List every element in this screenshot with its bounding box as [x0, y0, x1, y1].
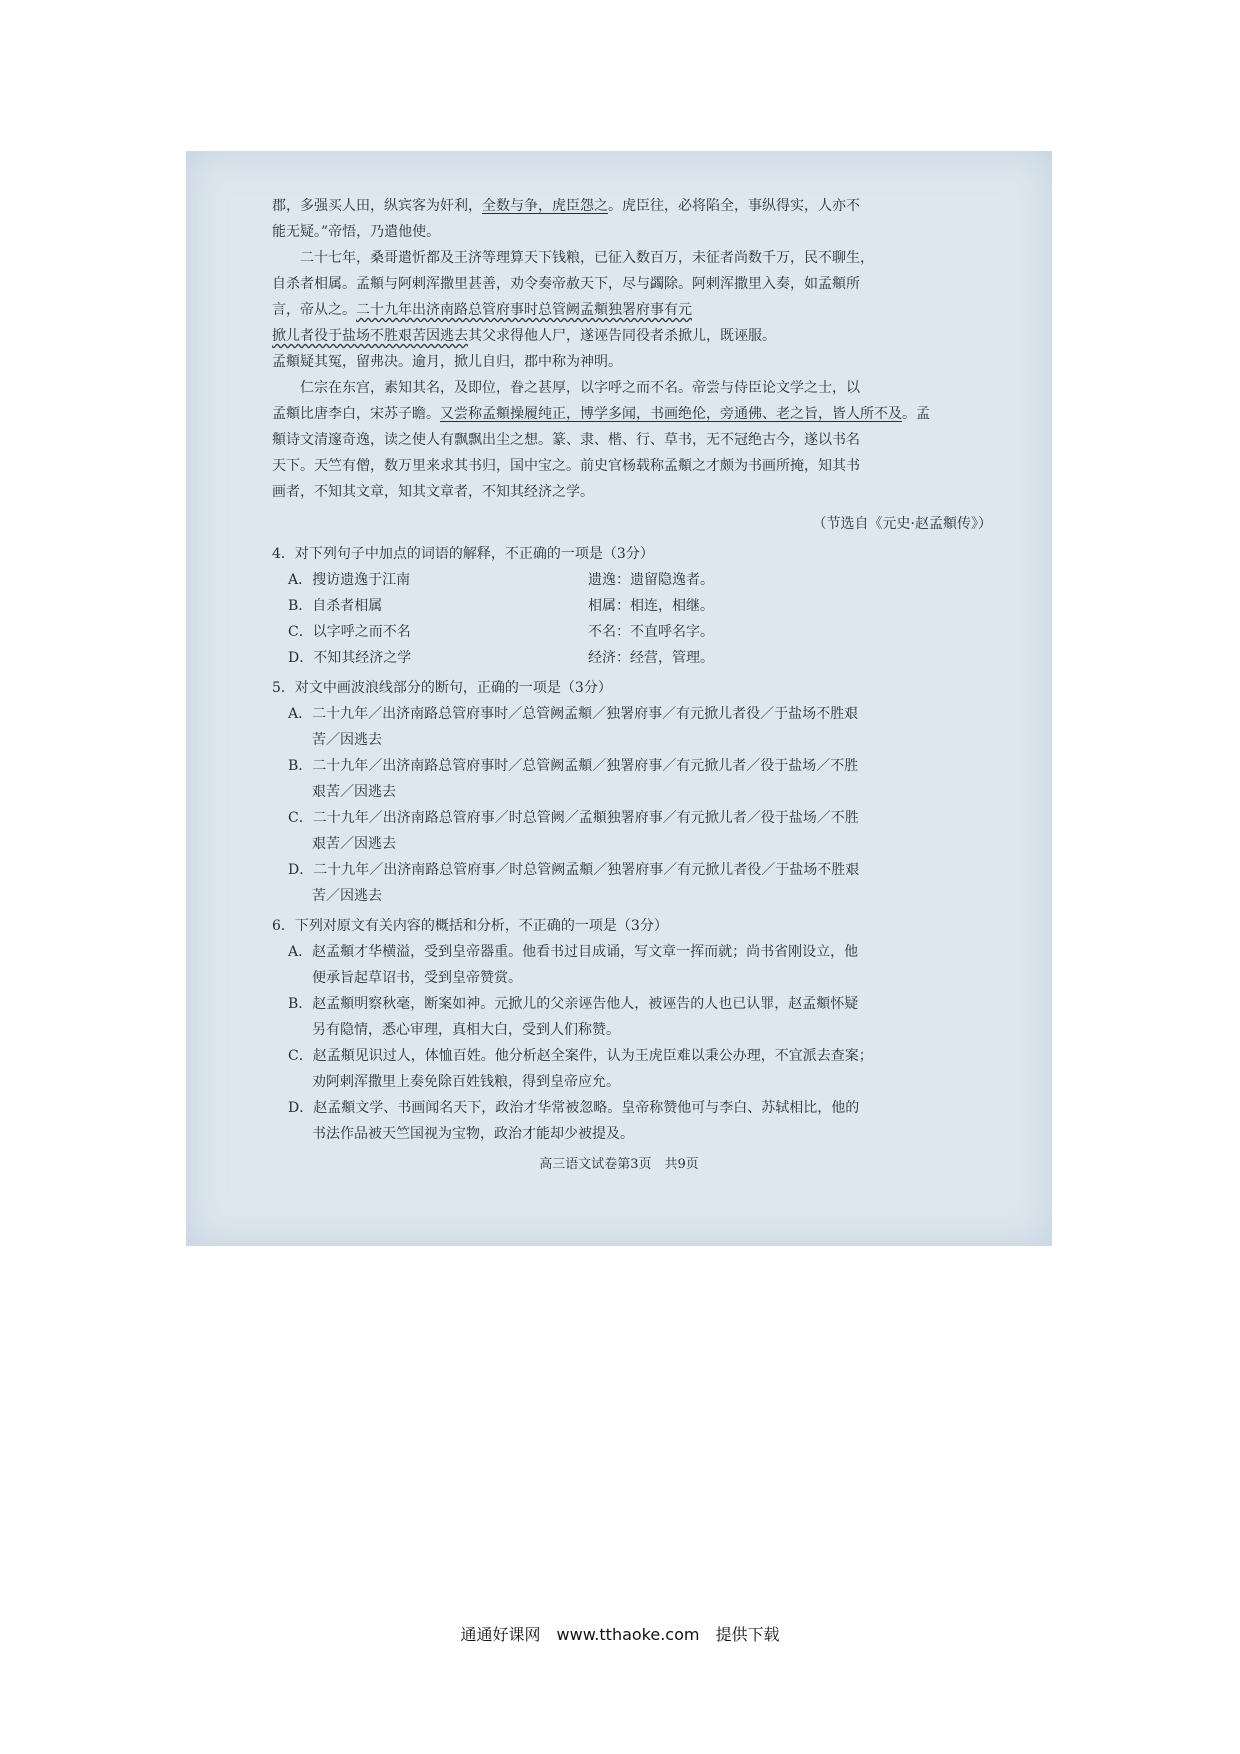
passage-line: 孟頫疑其冤，留弗决。逾月，掀儿自归，郡中称为神明。 [272, 354, 622, 370]
option-c [288, 619, 992, 645]
option-explanation: 经济：经营，管理。 [588, 650, 714, 666]
passage-line: 二十七年，桑哥遣忻都及王济等理算天下钱粮，已征入数百万，未征者尚数千万，民不聊生， [300, 250, 874, 266]
passage-line: 画者，不知其文章，知其文章者，不知其经济之学。 [272, 484, 594, 500]
passage-line: 自杀者相属。孟頫与阿剌浑撒里甚善，劝令奏帝赦天下，尽与蠲除。阿剌浑撒里入奏，如孟頫所 [272, 276, 860, 292]
text-run: 郡，多强买人田，纵宾客为奸利， [272, 198, 482, 214]
option-c-cont: 劝阿剌浑撒里上奏免除百姓钱粮，得到皇帝应允。 [312, 1074, 620, 1090]
option-a [288, 567, 992, 593]
text-run: 言，帝从之。 [272, 302, 356, 318]
passage-line [272, 297, 992, 323]
scanned-page [186, 151, 1052, 1246]
underlined-text: 全数与争，虎臣怨之 [482, 198, 608, 214]
passage-line: 頫诗文清邃奇逸，读之使人有飘飘出尘之想。篆、隶、楷、行、草书，无不冠绝古今，遂以书名 [272, 432, 860, 448]
option-c-cont: 艰苦／因逃去 [312, 836, 396, 852]
option-c: C．赵孟頫见识过人，体恤百姓。他分析赵全案件，认为王虎臣难以秉公办理，不宜派去查案； [288, 1048, 873, 1064]
option-b-cont: 艰苦／因逃去 [312, 784, 396, 800]
text-run: 。孟 [902, 406, 930, 422]
text-run: 其父求得他人尸，遂诬告同役者杀掀儿，既诬服。 [468, 328, 776, 344]
option-a: A．二十九年／出济南路总管府事时／总管阙孟頫／独署府事／有元掀儿者役／于盐场不胜艰 [288, 706, 859, 722]
option-d [288, 645, 992, 671]
option-b-cont: 另有隐情，悉心审理，真相大白，受到人们称赞。 [312, 1022, 620, 1038]
page-footer: 高三语文试卷第3页 共9页 [539, 1157, 699, 1172]
text-run: 。虎臣往，必将陷全，事纵得实，人亦不 [608, 198, 860, 214]
underlined-text: 又尝称孟頫操履纯正，博学多闻，书画绝伦，旁通佛、老之旨，皆人所不及 [440, 406, 902, 422]
passage-line: 仁宗在东宫，素知其名，及即位，眷之甚厚，以字呼之而不名。帝尝与侍臣论文学之士，以 [300, 380, 860, 396]
passage-line [272, 323, 992, 349]
option-text: C．以字呼之而不名 [288, 624, 411, 640]
option-a-cont: 苦／因逃去 [312, 732, 382, 748]
question-5 [272, 675, 992, 909]
option-c: C．二十九年／出济南路总管府事／时总管阙／孟頫独署府事／有元掀儿者／役于盐场／不胜 [288, 810, 859, 826]
text-run: 孟頫比唐李白，宋苏子瞻。 [272, 406, 440, 422]
page-content [272, 193, 992, 1147]
question-6 [272, 913, 992, 1147]
option-a: A．赵孟頫才华横溢，受到皇帝器重。他看书过目成诵，写文章一挥而就；尚书省刚设立，他 [288, 944, 859, 960]
option-b: B．二十九年／出济南路总管府事时／总管阙孟頫／独署府事／有元掀儿者／役于盐场／不胜 [288, 758, 859, 774]
option-text: D．不知其经济之学 [288, 650, 412, 666]
option-d-cont: 书法作品被天竺国视为宝物，政治才能却少被提及。 [312, 1126, 634, 1142]
passage-line [272, 193, 992, 219]
option-text: A．搜访遗逸于江南 [288, 572, 411, 588]
wavy-underlined-text: 掀儿者役于盐场不胜艰苦因逃去 [272, 328, 468, 344]
option-d: D．二十九年／出济南路总管府事／时总管阙孟頫／独署府事／有元掀儿者役／于盐场不胜艰 [288, 862, 860, 878]
option-explanation: 不名：不直呼名字。 [588, 624, 714, 640]
question-4 [272, 541, 992, 671]
download-note: 通通好课网 www.tthaoke.com 提供下载 [460, 1625, 780, 1644]
option-explanation: 相属：相连，相继。 [588, 598, 714, 614]
passage-line: 天下。天竺有僧，数万里来求其书归，国中宝之。前史官杨载称孟頫之才颇为书画所掩，知其书 [272, 458, 860, 474]
question-stem: 5．对文中画波浪线部分的断句，正确的一项是（3分） [272, 680, 612, 696]
passage-line [272, 401, 992, 427]
option-b: B．赵孟頫明察秋毫，断案如神。元掀儿的父亲诬告他人，被诬告的人也已认罪，赵孟頫怀疑 [288, 996, 859, 1012]
option-text: B．自杀者相属 [288, 598, 383, 614]
option-b [288, 593, 992, 619]
passage-line: 能无疑。”帝悟，乃遣他使。 [272, 224, 441, 240]
source-citation: （节选自《元史·赵孟頫传》） [812, 516, 992, 532]
wavy-underlined-text: 二十九年出济南路总管府事时总管阙孟頫独署府事有元 [356, 302, 692, 318]
question-stem: 4．对下列句子中加点的词语的解释，不正确的一项是（3分） [272, 546, 654, 562]
option-a-cont: 便承旨起草诏书，受到皇帝赞赏。 [312, 970, 522, 986]
option-explanation: 遗逸：遗留隐逸者。 [588, 572, 714, 588]
question-stem: 6．下列对原文有关内容的概括和分析，不正确的一项是（3分） [272, 918, 668, 934]
option-d: D．赵孟頫文学、书画闻名天下，政治才华常被忽略。皇帝称赞他可与李白、苏轼相比，他的 [288, 1100, 860, 1116]
option-d-cont: 苦／因逃去 [312, 888, 382, 904]
